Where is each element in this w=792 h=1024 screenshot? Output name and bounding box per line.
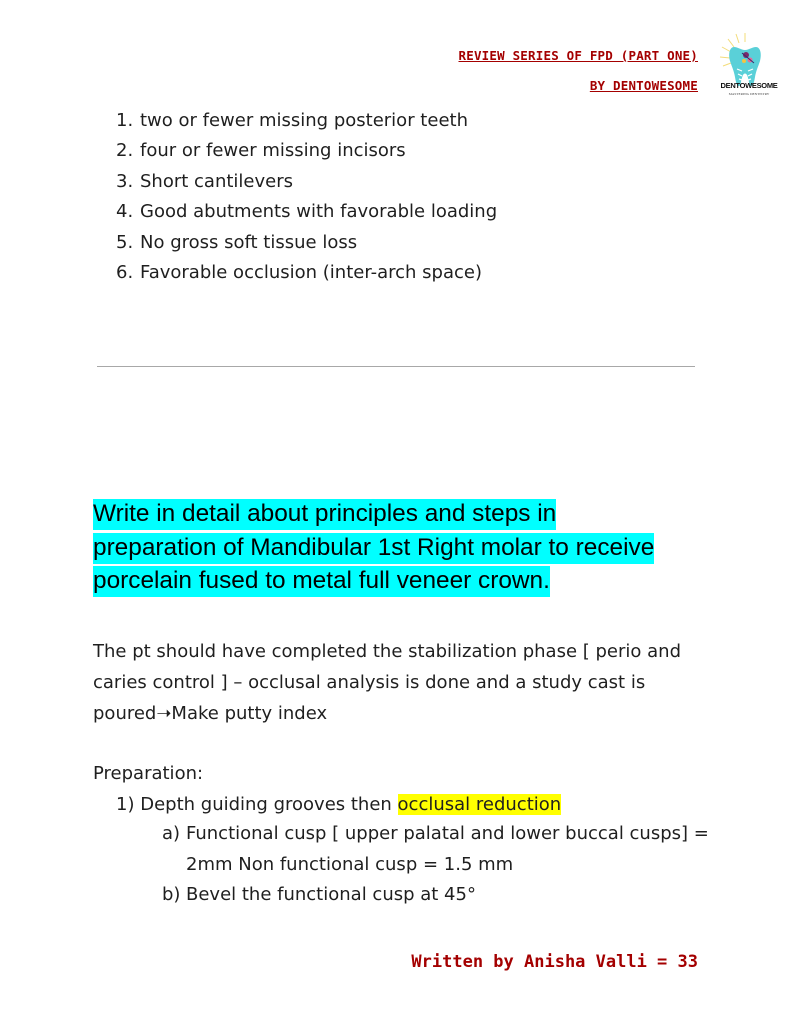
list-item — [116, 106, 497, 136]
list-text: Favorable occlusion (inter-arch space) — [140, 262, 482, 284]
list-item — [116, 197, 497, 227]
substep-text: Functional cusp [ upper palatal and lower buccal cusps] = — [186, 823, 709, 844]
preparation-label: Preparation: — [93, 763, 204, 784]
list-item — [116, 167, 497, 197]
logo-name: DENTOWESOME — [720, 81, 778, 90]
question-line: porcelain fused to metal full veneer crown. — [93, 566, 550, 597]
list-text: Good abutments with favorable loading — [140, 201, 498, 223]
list-number: 1. — [116, 110, 134, 131]
list-number: 4. — [116, 201, 134, 223]
list-text: Short cantilevers — [140, 170, 293, 192]
list-number: 3. — [116, 170, 134, 192]
substep-a — [162, 819, 709, 850]
paragraph-line: The pt should have completed the stabilization phase [ perio and — [93, 641, 681, 662]
step-1 — [116, 789, 561, 820]
list-item — [116, 228, 497, 258]
indications-list — [116, 106, 497, 288]
intro-paragraph — [93, 636, 693, 729]
series-title: REVIEW SERIES OF FPD (PART ONE) — [458, 48, 698, 63]
substep-label: b) — [162, 884, 181, 905]
list-number: 2. — [116, 140, 134, 162]
list-text: No gross soft tissue loss — [140, 231, 358, 253]
question-heading — [93, 497, 713, 598]
list-text: two or fewer missing posterior teeth — [140, 110, 468, 131]
step-number: 1) — [116, 794, 135, 815]
author-brand: BY DENTOWESOME — [589, 78, 698, 93]
question-line: Write in detail about principles and steps in — [93, 499, 556, 530]
list-number: 6. — [116, 262, 134, 284]
paragraph-line: poured➝Make putty index — [93, 703, 328, 724]
question-line: preparation of Mandibular 1st Right molar to receive — [93, 533, 654, 564]
paragraph-line: caries control ] – occlusal analysis is done and a study cast is — [93, 672, 646, 693]
list-number: 5. — [116, 231, 134, 253]
substep-text: Bevel the functional cusp at 45° — [186, 884, 476, 905]
footer-author: Written by Anisha Valli = 33 — [411, 952, 698, 972]
logo-tagline: MASTERING DENTISTRY — [728, 92, 770, 96]
list-text: four or fewer missing incisors — [140, 140, 406, 162]
substep-a-continuation: 2mm Non functional cusp = 1.5 mm — [186, 854, 514, 875]
highlighted-text: occlusal reduction — [397, 794, 562, 815]
substep-b — [162, 880, 476, 911]
list-item — [116, 136, 497, 166]
step-text: Depth guiding grooves then — [140, 794, 398, 815]
horizontal-divider — [97, 366, 695, 367]
substep-label: a) — [162, 823, 181, 844]
list-item — [116, 258, 497, 288]
